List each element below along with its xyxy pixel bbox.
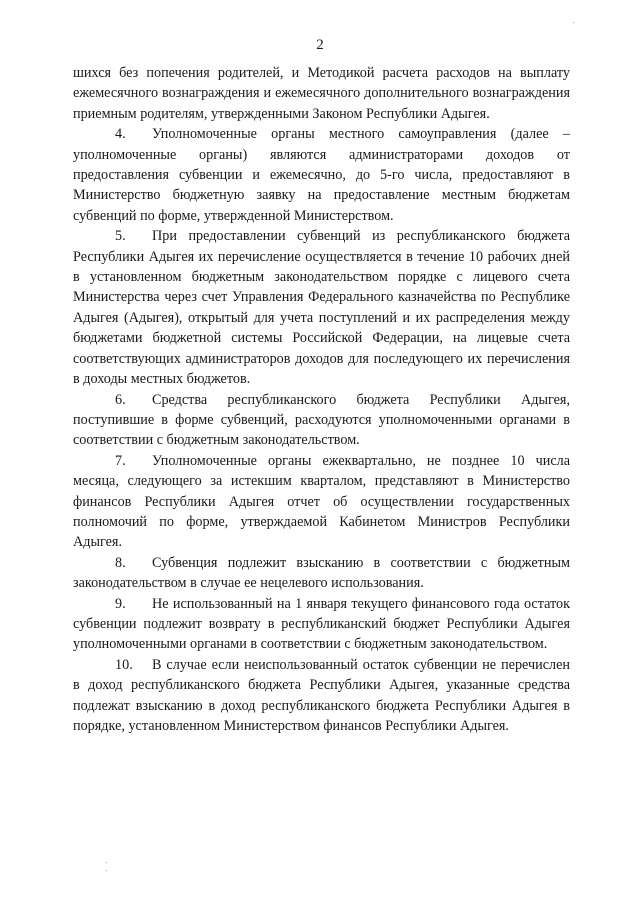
- paragraph-text: Уполномоченные органы ежеквартально, не позднее 10 числа месяца, следующего за истекшим кварталом, представляют в Министерство финансов Республики Адыгея отчет об осуществлении государственных полномочий по форме, утверждаемой Кабинетом Министров Республики Адыгея.: [73, 452, 570, 551]
- paragraph-7: [73, 451, 570, 553]
- paragraph-5: [73, 226, 570, 389]
- paragraph-9: [73, 594, 570, 655]
- scan-speck: [106, 870, 107, 871]
- paragraph-number: 6.: [115, 391, 126, 408]
- paragraph-number: 7.: [115, 452, 126, 469]
- page-number: 2: [316, 37, 324, 53]
- paragraph-4: [73, 124, 570, 226]
- paragraph-number: 5.: [115, 228, 126, 245]
- paragraph-number: 10.: [115, 656, 133, 673]
- paragraph-text: Уполномоченные органы местного самоуправления (далее – уполномоченные органы) являются администраторами доходов от предоставления субвенции и ежемесячно, до 5-го числа, предоставляют в Министерство бюджетную заявку на предоставление местным бюджетам субвенций по форме, утвержденной Министерством.: [73, 126, 570, 224]
- paragraph-text: В случае если неиспользованный остаток субвенции не перечислен в доход республиканского бюджета Республики Адыгея, указанные средства подлежат взысканию в доход республиканского бюджета Республики Адыгея в порядке, установленном Министерством финансов Республики Адыгея.: [73, 656, 570, 734]
- paragraph-8: [73, 553, 570, 594]
- paragraph-number: 4.: [115, 126, 126, 143]
- paragraph-number: 8.: [115, 554, 126, 571]
- paragraph-text: Средства республиканского бюджета Республики Адыгея, поступившие в форме субвенций, расходуются уполномоченными органами в соответствии с бюджетным законодательством.: [73, 391, 570, 449]
- paragraph-number: 9.: [115, 595, 126, 612]
- paragraph-continuation: [73, 63, 570, 124]
- scan-speck: [106, 862, 107, 863]
- paragraph-text: шихся без попечения родителей, и Методикой расчета расходов на выплату ежемесячного вознаграждения и ежемесячного дополнительного вознаграждения приемным родителям, утвержденными Законом Республики Адыгея.: [73, 65, 570, 122]
- paragraph-text: Субвенция подлежит взысканию в соответствии с бюджетным законодательством в случае ее нецелевого использования.: [73, 554, 570, 592]
- paragraph-10: [73, 655, 570, 737]
- document-body: [73, 63, 570, 736]
- paragraph-6: [73, 390, 570, 451]
- scan-speck: [573, 22, 574, 23]
- paragraph-text: При предоставлении субвенций из республиканского бюджета Республики Адыгея их перечисление осуществляется в течение 10 рабочих дней в установленном бюджетным законодательством порядке с лицевого счета Министерства через счет Управления Федерального казначейства по Республике Адыгея (Адыгея), открытый для учета поступлений и их распределения между бюджетами бюджетной системы Российской Федерации, на лицевые счета соответствующих администраторов доходов для последующего их перечисления в доходы местных бюджетов.: [73, 228, 570, 388]
- paragraph-text: Не использованный на 1 января текущего финансового года остаток субвенции подлежит возврату в республиканский бюджет Республики Адыгея уполномоченными органами в соответствии с бюджетным законодательством.: [73, 595, 570, 653]
